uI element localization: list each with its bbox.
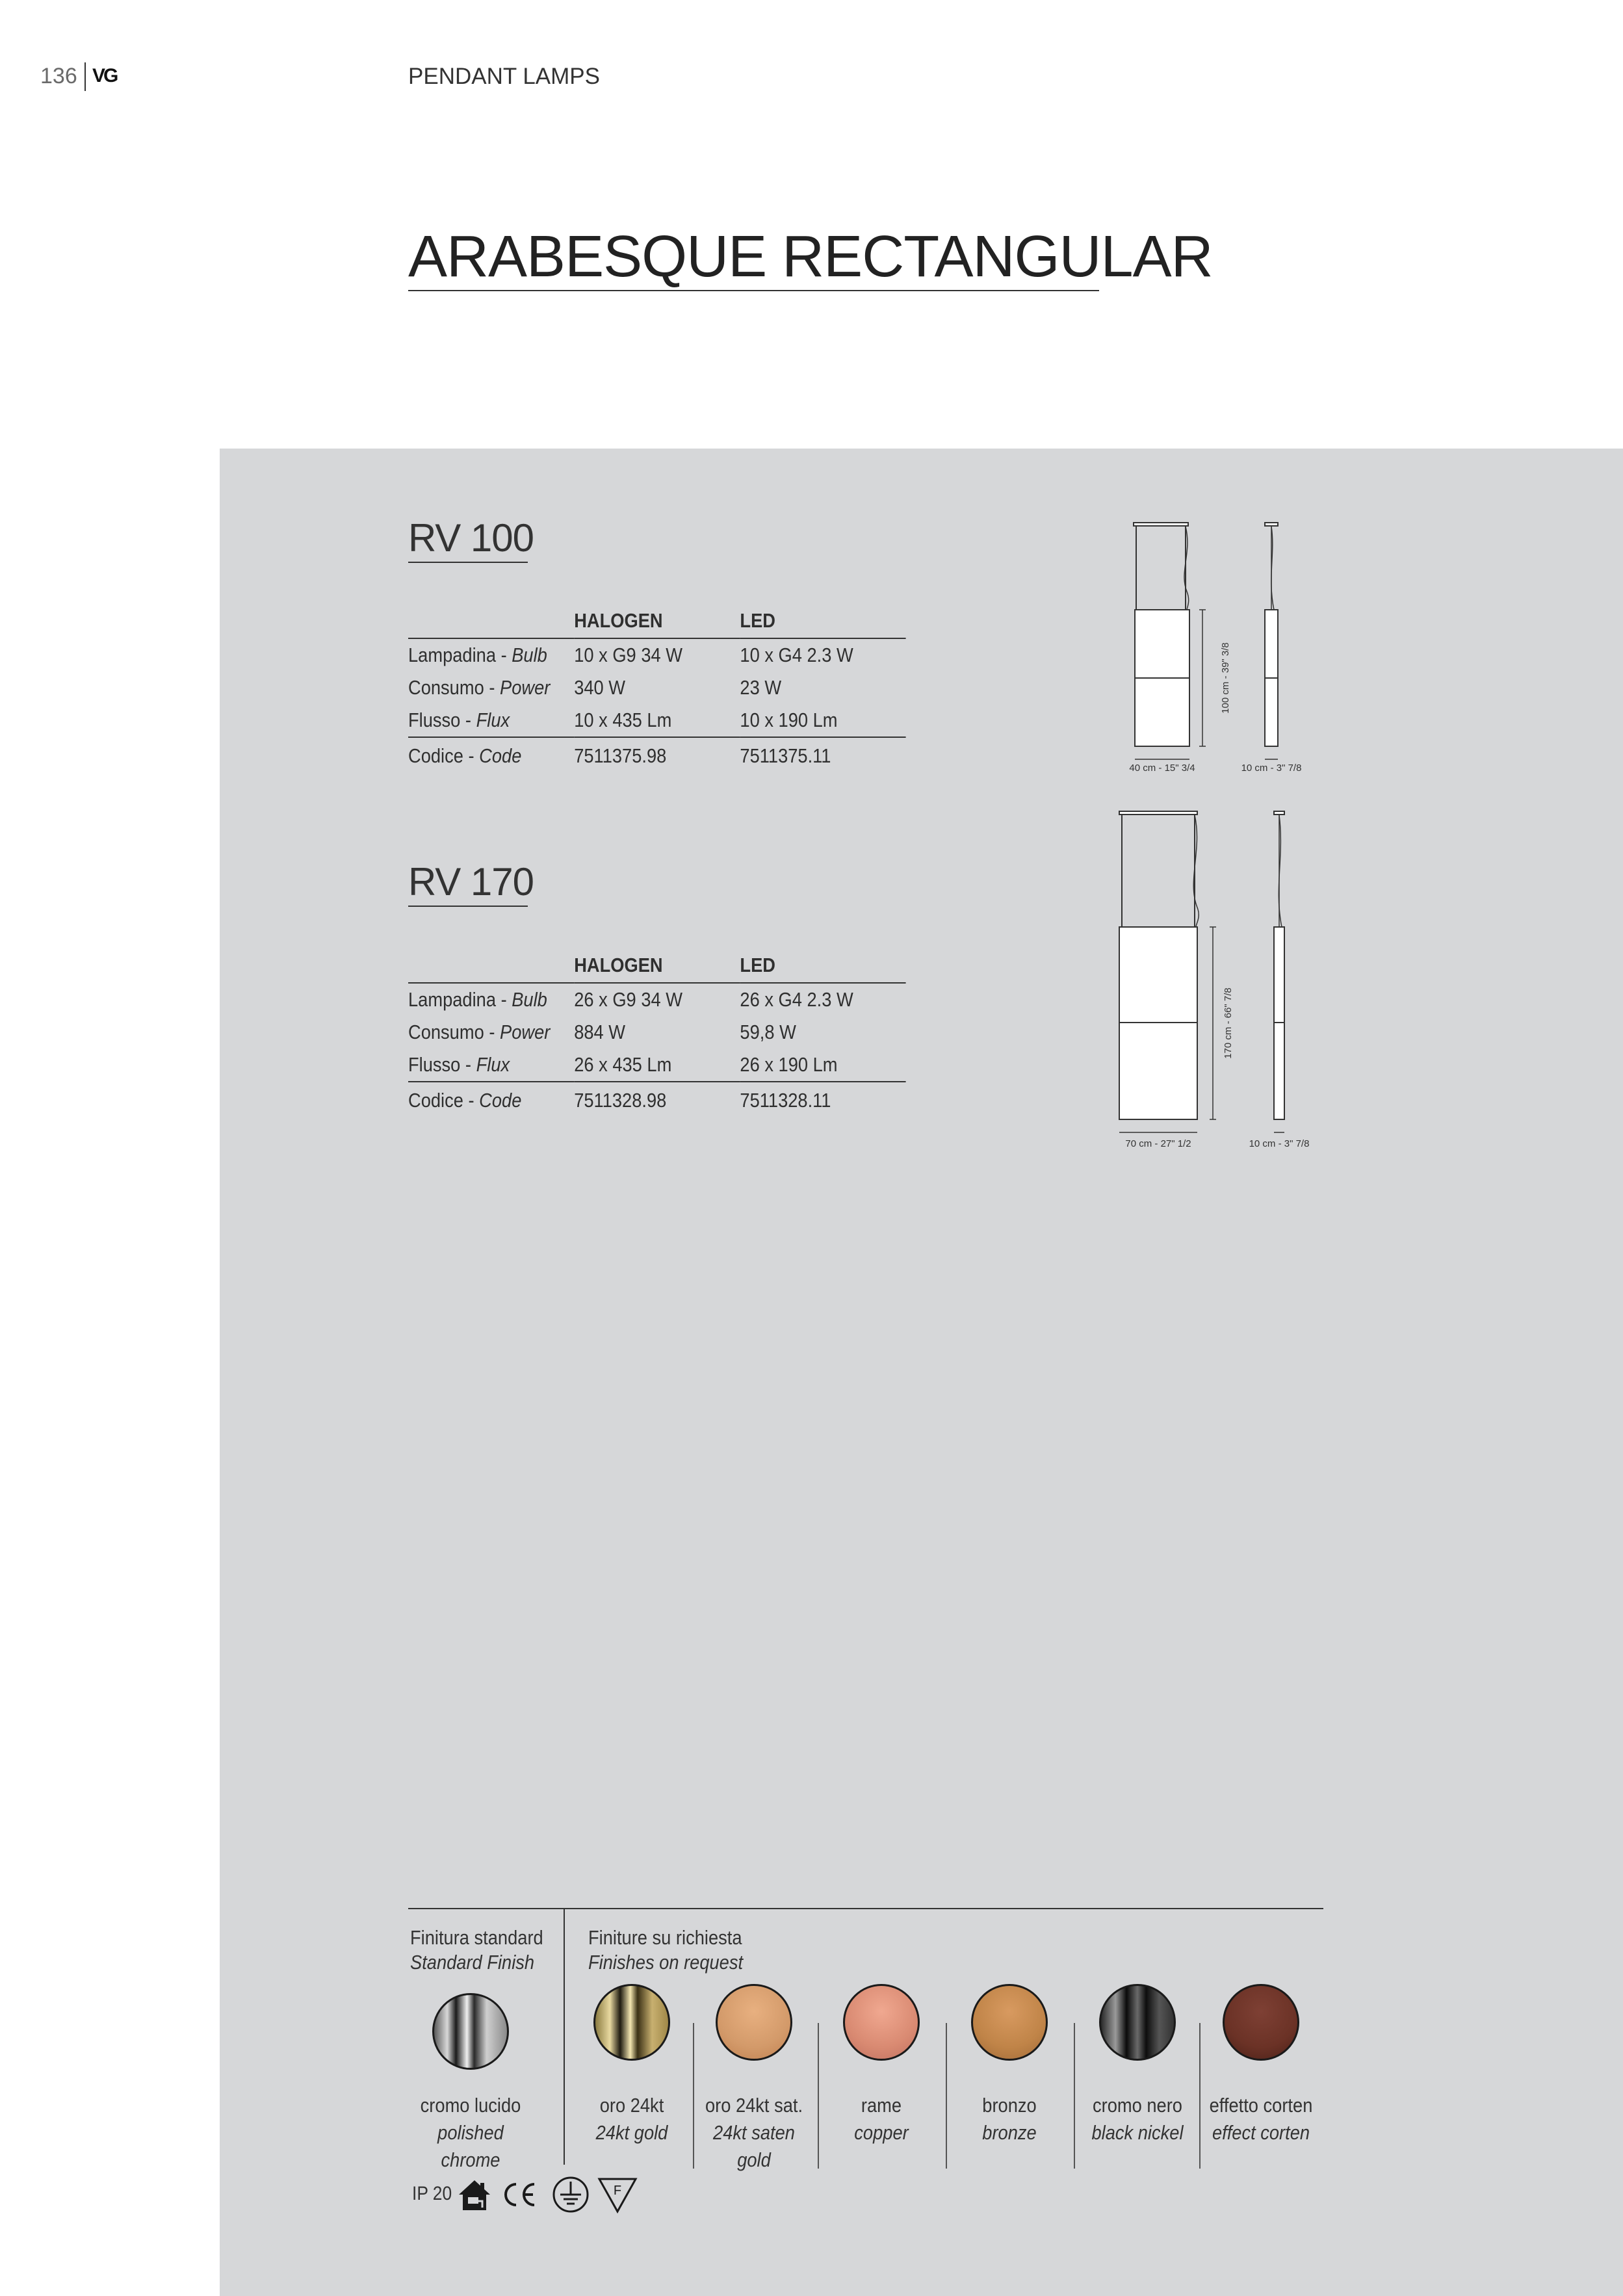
finish-swatch — [593, 1984, 670, 2061]
depth-dimension: 10 cm - 3" 7/8 — [1249, 1138, 1310, 1149]
code-led: 7511375.11 — [740, 744, 831, 767]
standard-finish-label: Finitura standard — [410, 1926, 543, 1949]
technical-drawing — [1105, 803, 1326, 1155]
finish-swatch — [1223, 1984, 1299, 2061]
table-row — [408, 704, 906, 737]
finish-label — [952, 2092, 1067, 2146]
cell-led: 10 x 190 Lm — [740, 704, 905, 737]
svg-text:F: F — [613, 2184, 622, 2198]
finish-separator — [818, 2023, 819, 2169]
spec-table — [408, 604, 906, 774]
product-title: ARABESQUE RECTANGULAR — [408, 224, 1213, 289]
request-finish-label-en: Finishes on request — [588, 1951, 744, 1974]
row-label: Lampadina - — [408, 644, 512, 666]
row-label: Lampadina - — [408, 988, 512, 1011]
column-header: HALOGEN — [574, 948, 740, 983]
row-label-en: Code — [479, 744, 522, 767]
finish-name-en: bronze — [982, 2121, 1037, 2144]
table-row — [408, 672, 906, 704]
row-label: Consumo - — [408, 676, 500, 699]
column-header: HALOGEN — [574, 604, 740, 638]
cell-halogen: 10 x 435 Lm — [574, 704, 740, 737]
cell-halogen: 26 x 435 Lm — [574, 1049, 740, 1082]
finish-label — [1080, 2092, 1195, 2146]
depth-dimension: 10 cm - 3" 7/8 — [1241, 763, 1302, 774]
cell-halogen: 10 x G9 34 W — [574, 644, 682, 666]
finish-name-en: black nickel — [1091, 2121, 1184, 2144]
row-label-en: Power — [500, 1021, 551, 1043]
certification-icons — [456, 2175, 664, 2214]
column-header: LED — [740, 604, 905, 638]
cell-halogen: 340 W — [574, 676, 626, 699]
height-dimension: 100 cm - 39" 3/8 — [1220, 642, 1231, 714]
model-name: RV 100 — [408, 516, 534, 560]
f-mark-icon — [599, 2179, 636, 2211]
row-label-en: Flux — [476, 709, 510, 731]
finishes-rule — [408, 1908, 1323, 1909]
finish-name: cromo nero — [1093, 2094, 1182, 2117]
row-label-en: Power — [500, 676, 551, 699]
spec-table — [408, 948, 906, 1119]
finish-swatch — [432, 1993, 509, 2070]
finish-swatch — [716, 1984, 792, 2061]
finish-swatch — [1099, 1984, 1176, 2061]
finish-name: bronzo — [982, 2094, 1037, 2117]
ground-symbol-icon — [554, 2178, 588, 2211]
finish-label — [1204, 2092, 1318, 2146]
finish-name-en: 24kt saten gold — [713, 2121, 795, 2171]
finish-name-en: polished chrome — [437, 2121, 504, 2171]
cell-led: 26 x 190 Lm — [740, 1049, 905, 1082]
code-halogen: 7511328.98 — [574, 1089, 667, 1112]
row-label: Flusso - — [408, 709, 476, 731]
model-name: RV 170 — [408, 860, 534, 904]
finish-name: oro 24kt — [599, 2094, 664, 2117]
finish-label — [413, 2092, 528, 2174]
finish-name: rame — [861, 2094, 902, 2117]
table-row — [408, 1016, 906, 1049]
finish-separator — [1199, 2023, 1201, 2169]
finish-separator — [946, 2023, 947, 2169]
width-dimension: 70 cm - 27" 1/2 — [1125, 1138, 1191, 1149]
row-label: Consumo - — [408, 1021, 500, 1043]
finish-swatch — [843, 1984, 920, 2061]
request-finish-label: Finiture su richiesta — [588, 1926, 742, 1949]
table-row — [408, 983, 906, 1016]
cell-halogen: 26 x G9 34 W — [574, 988, 682, 1011]
finish-label — [697, 2092, 811, 2174]
finish-separator — [1074, 2023, 1075, 2169]
ip-rating — [412, 2183, 458, 2205]
code-led: 7511328.11 — [740, 1089, 831, 1112]
page-number-divider — [84, 62, 86, 91]
model-underline — [408, 562, 528, 563]
row-label-en: Code — [479, 1089, 522, 1112]
finish-label — [824, 2092, 939, 2146]
row-label-en: Bulb — [512, 988, 547, 1011]
table-row-code — [408, 737, 906, 774]
row-label: Codice - — [408, 744, 480, 767]
finish-name-en: copper — [854, 2121, 909, 2144]
height-dimension: 170 cm - 66" 7/8 — [1223, 987, 1234, 1059]
cell-led: 23 W — [740, 676, 782, 699]
row-label: Codice - — [408, 1089, 480, 1112]
finishes-divider — [564, 1909, 565, 2165]
page-number: 136 — [40, 64, 77, 88]
finish-name-en: 24kt gold — [595, 2121, 668, 2144]
standard-finish-label-en: Standard Finish — [410, 1951, 535, 1974]
finish-name-en: effect corten — [1212, 2121, 1310, 2144]
indoor-house-icon — [459, 2180, 490, 2210]
cell-halogen: 884 W — [574, 1021, 626, 1043]
code-halogen: 7511375.98 — [574, 744, 667, 767]
width-dimension: 40 cm - 15" 3/4 — [1129, 763, 1195, 774]
finish-label — [575, 2092, 689, 2146]
technical-drawing — [1105, 514, 1326, 780]
cell-led: 26 x G4 2.3 W — [740, 988, 853, 1011]
column-header: LED — [740, 948, 905, 983]
finish-name: oro 24kt sat. — [705, 2094, 803, 2117]
ce-mark-icon — [506, 2184, 534, 2205]
table-row — [408, 638, 906, 672]
finish-separator — [693, 2023, 694, 2169]
request-finish-heading — [588, 1925, 743, 1975]
row-label-en: Flux — [476, 1053, 510, 1076]
finish-name: effetto corten — [1209, 2094, 1313, 2117]
ip-rating-text: IP 20 — [412, 2183, 452, 2204]
finish-swatch — [971, 1984, 1048, 2061]
section-title: PENDANT LAMPS — [408, 64, 600, 89]
table-row — [408, 1049, 906, 1082]
row-label: Flusso - — [408, 1053, 476, 1076]
cell-led: 59,8 W — [740, 1021, 796, 1043]
model-underline — [408, 906, 528, 907]
cell-led: 10 x G4 2.3 W — [740, 644, 853, 666]
title-underline — [408, 290, 1099, 291]
row-label-en: Bulb — [512, 644, 547, 666]
finish-name: cromo lucido — [420, 2094, 521, 2117]
brand-logo: VG — [92, 65, 117, 86]
standard-finish-heading — [410, 1925, 543, 1975]
table-row-code — [408, 1082, 906, 1119]
